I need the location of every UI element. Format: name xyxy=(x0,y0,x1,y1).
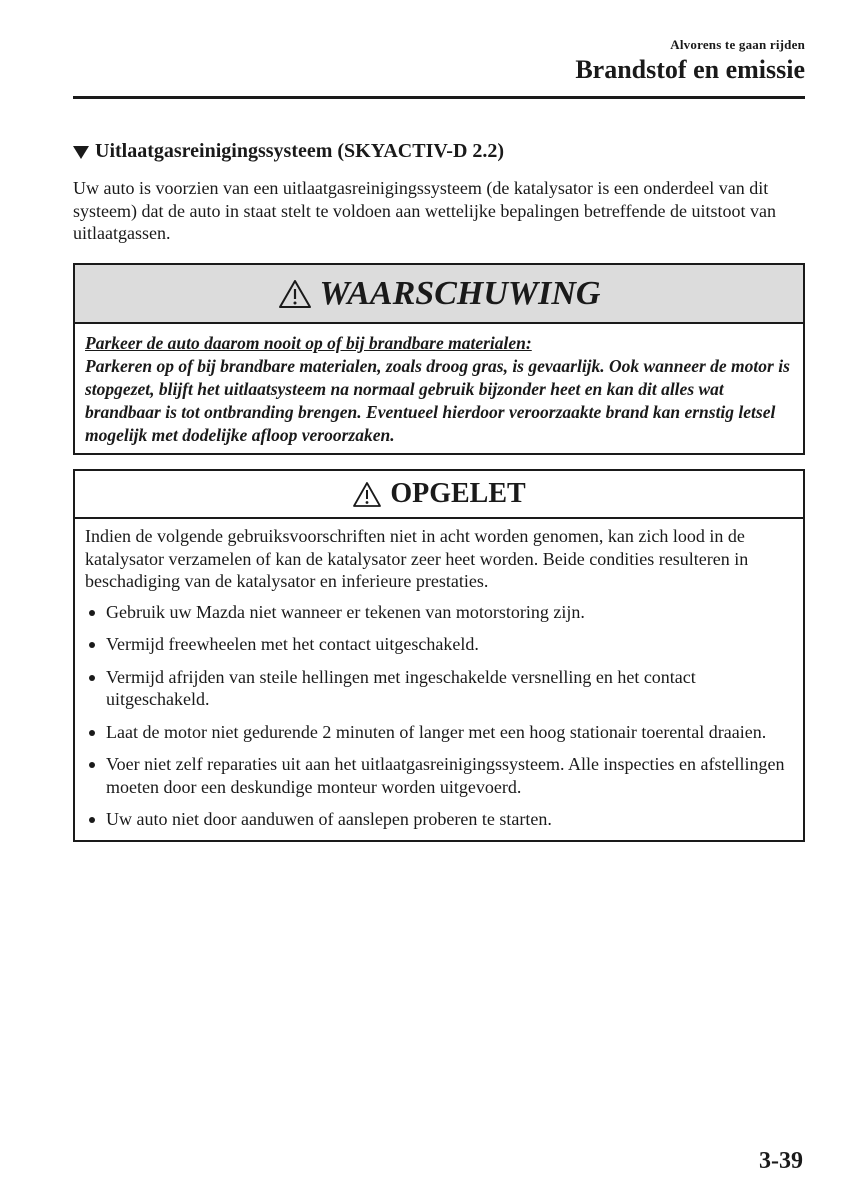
warning-body xyxy=(75,324,803,453)
list-item xyxy=(85,633,793,656)
list-item xyxy=(85,601,793,624)
page-title: Brandstof en emissie xyxy=(575,55,805,84)
list-item xyxy=(85,808,793,831)
list-item-text: Voer niet zelf reparaties uit aan het uitlaatgasreinigingssysteem. Alle inspecties en afstellingen moeten door een deskundige monteur worden uitgevoerd. xyxy=(106,754,785,797)
warning-title: WAARSCHUWING xyxy=(319,274,601,312)
list-item xyxy=(85,721,793,744)
bullet-icon xyxy=(89,675,95,681)
caution-title: OPGELET xyxy=(390,478,526,509)
bullet-icon xyxy=(89,642,95,648)
bullet-icon xyxy=(89,762,95,768)
caution-intro: Indien de volgende gebruiksvoorschriften niet in acht worden genomen, kan zich lood in de katalysator verzamelen of kan de katalysator zeer heet worden. Beide condities resulteren in beschadiging van de katalysator en inferieure prestaties. xyxy=(85,526,749,591)
list-item xyxy=(85,666,793,711)
list-item-text: Laat de motor niet gedurende 2 minuten of langer met een hoog stationair toerental draaien. xyxy=(106,721,767,742)
caution-list xyxy=(85,601,793,831)
section-heading xyxy=(73,140,504,163)
list-item-text: Vermijd afrijden van steile hellingen met ingeschakelde versnelling en het contact uitgeschakeld. xyxy=(106,666,696,709)
list-item-text: Gebruik uw Mazda niet wanneer er tekenen van motorstoring zijn. xyxy=(106,601,585,622)
caution-triangle-icon xyxy=(352,481,382,508)
bullet-icon xyxy=(89,730,95,736)
page-number: 3-39 xyxy=(759,1148,803,1174)
warning-box xyxy=(73,263,805,455)
list-item-text: Vermijd freewheelen met het contact uitgeschakeld. xyxy=(106,634,479,654)
section-heading-text: Uitlaatgasreinigingssysteem (SKYACTIV-D 2.2) xyxy=(95,140,505,162)
caution-body xyxy=(75,519,803,840)
bullet-icon xyxy=(89,817,95,823)
warning-text: Parkeren op of bij brandbare materialen, zoals droog gras, is gevaarlijk. Ook wanneer de motor is stopgezet, blijft het uitlaatsysteem na normaal gebruik bijzonder heet en kan dit alles wat brandbaar is tot ontbranding brengen. Eventueel hierdoor veroorzaakte brand kan ernstig letsel mogelijk met dodelijke afloop veroorzaken. xyxy=(85,356,790,445)
header-divider xyxy=(73,96,805,99)
triangle-down-icon xyxy=(73,146,89,159)
warning-triangle-icon xyxy=(278,279,312,309)
chapter-label: Alvorens te gaan rijden xyxy=(670,37,805,52)
caution-box xyxy=(73,469,805,842)
list-item-text: Uw auto niet door aanduwen of aanslepen proberen te starten. xyxy=(106,809,552,829)
bullet-icon xyxy=(89,610,95,616)
warning-header xyxy=(75,265,803,324)
section-intro: Uw auto is voorzien van een uitlaatgasreinigingssysteem (de katalysator is een onderdeel van dit systeem) dat de auto in staat stelt te voldoen aan wettelijke bepalingen betreffende de uitstoot van uitlaatgassen. xyxy=(73,178,776,243)
caution-header xyxy=(75,471,803,519)
warning-lead: Parkeer de auto daarom nooit op of bij brandbare materialen: xyxy=(85,333,532,353)
list-item xyxy=(85,753,793,798)
